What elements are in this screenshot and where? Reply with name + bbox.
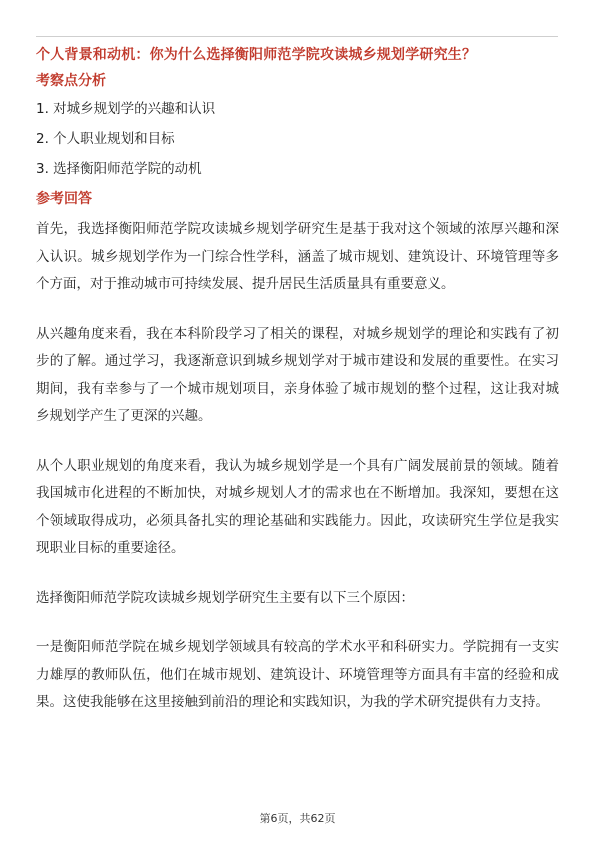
analysis-point: 2. 个人职业规划和目标 (36, 131, 175, 147)
answer-paragraph: 选择衡阳师范学院攻读城乡规划学研究生主要有以下三个原因： (36, 589, 414, 606)
answer-paragraph: 从兴趣角度来看，我在本科阶段学习了相关的课程，对城乡规划学的理论和实践有了初步的了解。通过学习，我逐渐意识到城乡规划学对于城市建设和发展的重要性。在实习期间，我有幸参与了一个城市规划项目，亲身体验了城市规划的整个过程，这让我对城乡规划学产生了更深的兴趣。 (36, 325, 559, 424)
header-rule (36, 36, 558, 37)
analysis-point: 3. 选择衡阳师范学院的动机 (36, 161, 202, 177)
answer-heading: 参考回答 (36, 191, 92, 207)
page-number: 第6页，共62页 (259, 812, 336, 825)
page-content (36, 44, 559, 739)
question-title: 个人背景和动机：你为什么选择衡阳师范学院攻读城乡规划学研究生？ (36, 47, 477, 63)
answer-paragraph: 首先，我选择衡阳师范学院攻读城乡规划学研究生是基于我对这个领域的浓厚兴趣和深入认识。城乡规划学作为一门综合性学科，涵盖了城市规划、建筑设计、环境管理等多个方面，对于推动城市可持续发展、提升居民生活质量具有重要意义。 (36, 221, 559, 292)
answer-paragraph: 一是衡阳师范学院在城乡规划学领域具有较高的学术水平和科研实力。学院拥有一支实力雄厚的教师队伍，他们在城市规划、建筑设计、环境管理等方面具有丰富的经验和成果。这使我能够在这里接触到前沿的理论和实践知识，为我的学术研究提供有力支持。 (36, 639, 559, 710)
answer-paragraph: 从个人职业规划的角度来看，我认为城乡规划学是一个具有广阔发展前景的领域。随着我国城市化进程的不断加快，对城乡规划人才的需求也在不断增加。我深知，要想在这个领域取得成功，必须具备扎实的理论基础和实践能力。因此，攻读研究生学位是我实现职业目标的重要途径。 (36, 457, 559, 556)
analysis-heading: 考察点分析 (36, 73, 106, 89)
analysis-point: 1. 对城乡规划学的兴趣和认识 (36, 101, 216, 117)
